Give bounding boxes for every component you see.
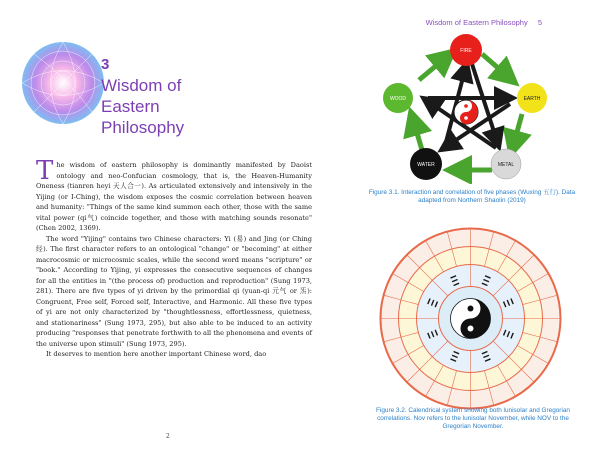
figure-2-caption: Figure 3.2. Calendrical system showing both lunisolar and Gregorian correlations. Nov refers to the lunisolar November, while NOV to the Gregorian November. — [376, 407, 570, 431]
chapter-title: Wisdom of Eastern Philosophy — [101, 76, 185, 137]
footer-page-number: 2 — [166, 433, 170, 440]
calendar-wheel-diagram — [378, 226, 563, 411]
running-header — [426, 18, 542, 27]
label-fire: FIRE — [460, 48, 472, 54]
paragraph-3: It deserves to mention here another important Chinese word, dao — [46, 350, 267, 358]
chapter-number: 3 — [101, 56, 110, 73]
yin-yang-icon — [451, 299, 491, 339]
figure-1-caption: Figure 3.1. Interaction and correlation of five phases (Wuxing 五行). Data adapted from Northern Shaolin (2019) — [368, 189, 576, 205]
running-title: Wisdom of Eastern Philosophy — [425, 18, 528, 27]
chapter-orb-illustration — [18, 38, 108, 128]
five-phases-diagram — [374, 32, 564, 184]
label-water: WATER — [417, 162, 435, 168]
paragraph-1-text: he wisdom of eastern philosophy is dominantly manifested by Daoist ontology and neo-Confucian cosmology, that is, the Heaven-Humanity Oneness (tianren heyi 天人合一). As articulated extensively and intensively in the Yijing (or I-Ching), the wisdom exposes the cosmic correlation between heaven and humanity: "Things of the same kind summon each other, those with the same vital power (qi气) coincide together, and those with matching sounds resonate" (Chen 2002, 1369). — [36, 161, 312, 232]
body-text — [36, 156, 312, 360]
dropcap: T — [36, 156, 54, 186]
paragraph-1 — [36, 156, 312, 234]
paragraph-2: The word "Yijing" contains two Chinese characters: Yi (易) and Jing (or Ching 经). The first character refers to an ontological "change" or "becoming" at either macrocosmic or microcosmic scales, while the second word means "scripture" or "book." According to Yijing, yi expresses the consecutive sequences of changes for all the entities in "(the process of) production and reproduction" (Sung 1973, 281). There are five types of yi driven by the primordial qi (yuan-qi 元气 or 炁): Congruent, Free self, Forced self, Interactive, and Harmonic. All these five types of yi are not only characterized by "thoughtlessness, effortlessness, quietness, and stationariness" (Sung 1973, 295), but also able to be induced to an activity producing "responses that penetrate forthwith to all the phenomena and events of the universe upon stimuli" (Sung 1973, 295). — [36, 234, 312, 348]
label-earth: EARTH — [523, 96, 541, 102]
header-page-number: 5 — [537, 18, 542, 27]
label-metal: METAL — [497, 162, 515, 168]
label-wood: WOOD — [389, 96, 407, 102]
